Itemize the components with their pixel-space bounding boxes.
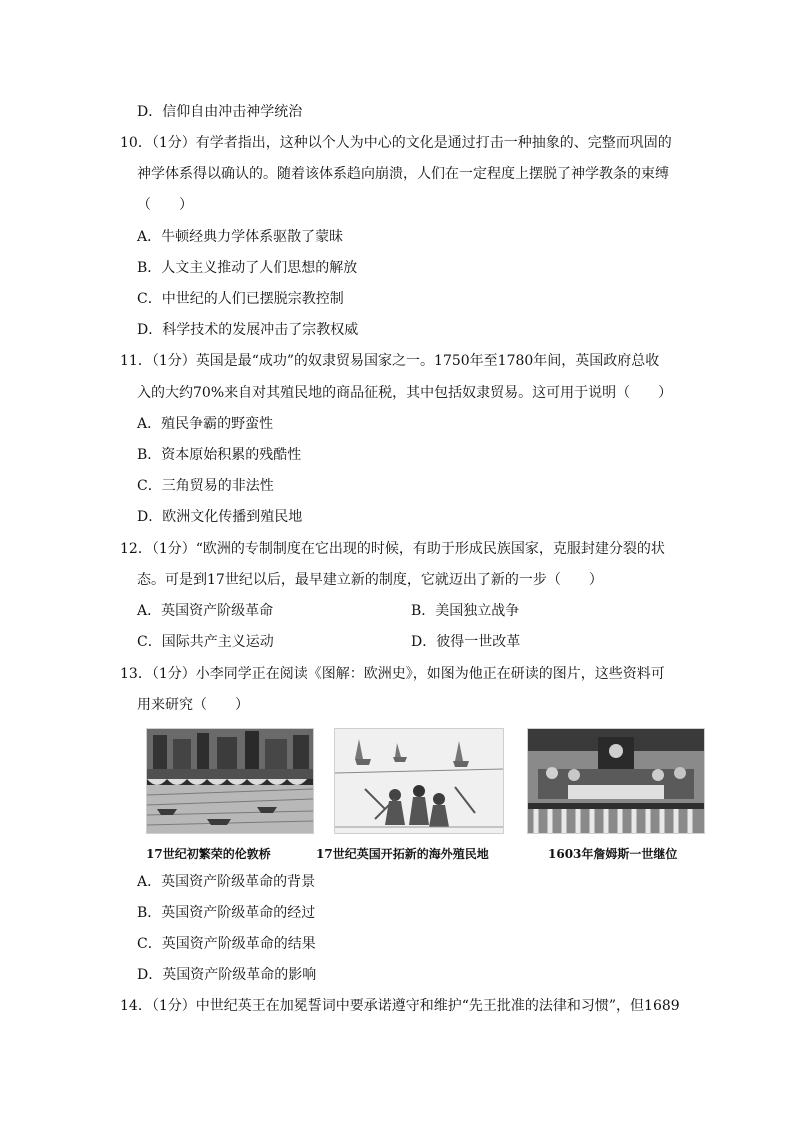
q10-option-a: A．牛顿经典力学体系驱散了蒙昧 (137, 229, 344, 245)
overseas-colonies-image (334, 728, 504, 834)
london-bridge-image (146, 728, 314, 834)
q10-stem-line2: 神学体系得以确认的。随着该体系趋向崩溃，人们在一定程度上摆脱了神学教条的束缚 (137, 166, 669, 182)
q11-stem-line1: 11．（1分）英国是最“成功”的奴隶贸易国家之一。1750年至1780年间，英国政府总收 (120, 353, 660, 369)
q13-stem-line2: 用来研究（ ） (137, 697, 249, 713)
q13-stem-line1: 13．（1分）小李同学正在阅读《图解：欧洲史》，如图为他正在研读的图片，这些资料可 (120, 666, 665, 682)
q11-stem-line2: 入的大约70%来自对其殖民地的商品征税，其中包括奴隶贸易。这可用于说明（ ） (137, 385, 673, 401)
q13-option-a: A．英国资产阶级革命的背景 (137, 874, 316, 890)
q12-stem-line1: 12．（1分）“欧洲的专制制度在它出现的时候，有助于形成民族国家，克服封建分裂的状 (120, 541, 665, 557)
q9-option-d: D．信仰自由冲击神学统治 (137, 104, 303, 120)
q13-option-b: B．英国资产阶级革命的经过 (137, 905, 316, 921)
q11-option-d: D．欧洲文化传播到殖民地 (137, 509, 303, 525)
q10-stem-line1: 10．（1分）有学者指出，这种以个人为中心的文化是通过打击一种抽象的、完整而巩固的 (120, 135, 672, 151)
q10-option-d: D．科学技术的发展冲击了宗教权威 (137, 322, 359, 338)
caption-london-bridge: 17世纪初繁荣的伦敦桥 (146, 847, 271, 861)
q12-option-c: C．国际共产主义运动 (137, 634, 274, 650)
q13-option-d: D．英国资产阶级革命的影响 (137, 967, 317, 983)
q11-option-b: B．资本原始积累的残酷性 (137, 447, 302, 463)
q12-stem-line2: 态。可是到17世纪以后，最早建立新的制度，它就迈出了新的一步（ ） (137, 572, 603, 588)
q11-option-c: C．三角贸易的非法性 (137, 478, 274, 494)
caption-james-i: 1603年詹姆斯一世继位 (548, 847, 678, 861)
q10-option-b: B．人文主义推动了人们思想的解放 (137, 260, 358, 276)
q10-option-c: C．中世纪的人们已摆脱宗教控制 (137, 291, 344, 307)
q10-answer-bracket: （ ） (137, 197, 193, 213)
james-i-accession-image (527, 728, 705, 834)
q13-option-c: C．英国资产阶级革命的结果 (137, 936, 316, 952)
q12-option-d: D．彼得一世改革 (411, 634, 521, 650)
q14-stem-line1: 14．（1分）中世纪英王在加冕誓词中要承诺遵守和维护“先王批准的法律和习惯”，但1689 (120, 998, 680, 1014)
q12-option-a: A．英国资产阶级革命 (137, 603, 274, 619)
caption-overseas-colonies: 17世纪英国开拓新的海外殖民地 (316, 847, 489, 861)
q11-option-a: A．殖民争霸的野蛮性 (137, 416, 274, 432)
q12-option-b: B．美国独立战争 (411, 603, 520, 619)
